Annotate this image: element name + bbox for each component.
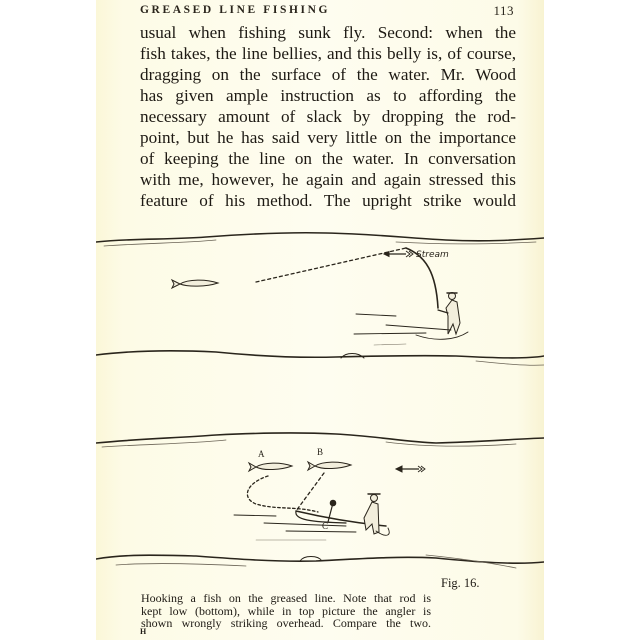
body-line: has given ample instruction as to affording the bbox=[140, 86, 516, 105]
body-line: usual when fishing sunk fly. Second: when the bbox=[140, 23, 516, 42]
body-line: necessary amount of slack by dropping the rod- bbox=[140, 107, 516, 126]
stream-arrow-icon bbox=[396, 466, 425, 472]
fish-icon bbox=[308, 462, 351, 470]
caption-line: shown wrongly striking overhead. Compare the two. bbox=[141, 616, 431, 630]
chapter-title: GREASED LINE FISHING bbox=[140, 4, 331, 16]
point-label-a: A bbox=[258, 449, 265, 459]
point-label-b: B bbox=[317, 447, 324, 457]
caption-line: Hooking a fish on the greased line. Note that rod is bbox=[141, 591, 431, 605]
body-text bbox=[140, 22, 516, 211]
stream-arrow-icon bbox=[384, 251, 413, 257]
body-line: of keeping the line on the water. In conversation bbox=[140, 149, 516, 168]
fish-icon bbox=[249, 463, 292, 471]
illustration-overhead-strike bbox=[96, 228, 544, 368]
illustration-low-rod-strike bbox=[96, 428, 544, 578]
body-line: dragging on the surface of the water. Mr. Wood bbox=[140, 65, 516, 84]
body-line: feature of his method. The upright strike would bbox=[140, 191, 516, 210]
body-line: with me, however, he again and again stressed this bbox=[140, 170, 516, 189]
book-page bbox=[96, 0, 544, 640]
figure-caption bbox=[141, 592, 431, 630]
figure-label: Fig. 16. bbox=[441, 576, 480, 590]
fish-icon bbox=[172, 280, 218, 288]
caption-line: kept low (bottom), while in top picture the angler is bbox=[141, 603, 431, 618]
running-head bbox=[140, 4, 514, 20]
stream-label: Stream bbox=[416, 250, 449, 260]
point-label-c: C bbox=[322, 521, 329, 531]
body-line: fish takes, the line bellies, and this belly is, of course, bbox=[140, 44, 516, 63]
page-number: 113 bbox=[493, 3, 514, 18]
signature-mark: H bbox=[140, 627, 147, 636]
body-line: point, but he has said very little on the importance bbox=[140, 128, 516, 147]
